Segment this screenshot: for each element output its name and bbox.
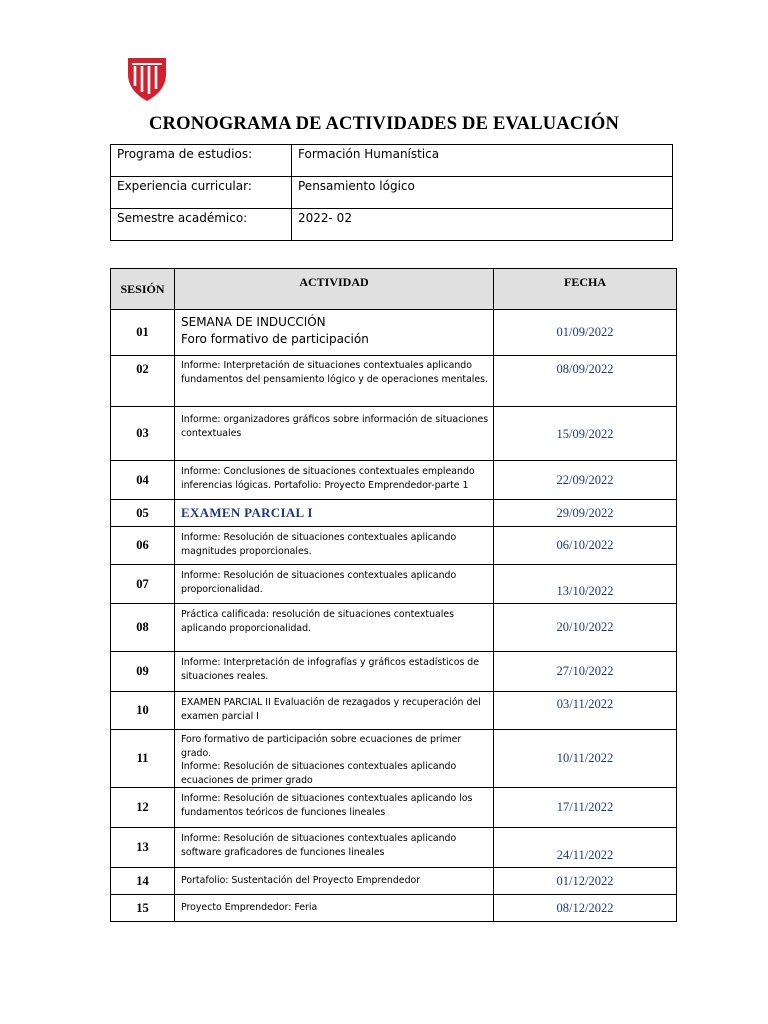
table-row [111,461,677,500]
info-value: 2022- 02 [292,209,673,241]
activity-text: Informe: Resolución de situaciones contextuales aplicando magnitudes proporcionales. [175,527,494,565]
activity-text: EXAMEN PARCIAL I [175,500,494,527]
table-row [111,788,677,828]
table-row [111,500,677,527]
date-cell: 10/11/2022 [494,730,677,788]
activity-text: Informe: Resolución de situaciones contextuales aplicando proporcionalidad. [175,565,494,604]
date-cell: 15/09/2022 [494,407,677,461]
activity-text: Informe: Resolución de situaciones contextuales aplicando software graficadores de funciones lineales [175,828,494,868]
session-number: 06 [111,527,175,565]
info-value: Pensamiento lógico [292,177,673,209]
date-cell: 29/09/2022 [494,500,677,527]
header-date: FECHA [494,269,677,310]
session-number: 01 [111,310,175,356]
table-row [111,895,677,922]
table-row [111,565,677,604]
info-label: Semestre académico: [111,209,292,241]
university-logo-icon [126,56,168,102]
activity-text: Práctica calificada: resolución de situaciones contextuales aplicando proporcionalidad. [175,604,494,652]
table-row [111,828,677,868]
activity-text: Informe: Interpretación de situaciones contextuales aplicando fundamentos del pensamiento lógico y de operaciones mentales. [175,356,494,407]
session-number: 13 [111,828,175,868]
info-row [111,145,673,177]
table-row [111,356,677,407]
date-cell: 08/09/2022 [494,356,677,407]
session-number: 12 [111,788,175,828]
activity-text: Informe: Conclusiones de situaciones contextuales empleando inferencias lógicas. Portafolio: Proyecto Emprendedor-parte 1 [175,461,494,500]
activity-text: SEMANA DE INDUCCIÓN [181,315,326,329]
session-number: 02 [111,356,175,407]
activity-cell [175,310,494,356]
session-number: 08 [111,604,175,652]
header-activity: ACTIVIDAD [175,269,494,310]
table-row [111,692,677,730]
session-number: 07 [111,565,175,604]
info-row [111,209,673,241]
header-session: SESIÓN [111,269,175,310]
session-number: 11 [111,730,175,788]
activity-text: Foro formativo de participación sobre ecuaciones de primer grado. [181,734,462,759]
info-label: Experiencia curricular: [111,177,292,209]
date-cell: 01/12/2022 [494,868,677,895]
activity-text: Foro formativo de participación [181,332,369,346]
table-row [111,868,677,895]
session-number: 14 [111,868,175,895]
date-cell: 20/10/2022 [494,604,677,652]
table-row [111,652,677,692]
info-value: Formación Humanística [292,145,673,177]
date-cell: 22/09/2022 [494,461,677,500]
info-label: Programa de estudios: [111,145,292,177]
info-row [111,177,673,209]
activity-text: Informe: Interpretación de infografías y gráficos estadísticos de situaciones reales. [175,652,494,692]
session-number: 04 [111,461,175,500]
table-row [111,527,677,565]
session-number: 03 [111,407,175,461]
table-row [111,604,677,652]
session-number: 10 [111,692,175,730]
activity-text: EXAMEN PARCIAL II Evaluación de rezagados y recuperación del examen parcial I [175,692,494,730]
table-row [111,730,677,788]
activity-cell [175,730,494,788]
schedule-table [110,268,677,922]
date-cell: 01/09/2022 [494,310,677,356]
page-title: CRONOGRAMA DE ACTIVIDADES DE EVALUACIÓN [148,114,620,134]
date-cell: 27/10/2022 [494,652,677,692]
schedule-header-row [111,269,677,310]
date-cell: 13/10/2022 [494,565,677,604]
session-number: 05 [111,500,175,527]
session-number: 15 [111,895,175,922]
activity-text: Informe: organizadores gráficos sobre información de situaciones contextuales [175,407,494,461]
activity-text: Portafolio: Sustentación del Proyecto Emprendedor [175,868,494,895]
date-cell: 17/11/2022 [494,788,677,828]
date-cell: 08/12/2022 [494,895,677,922]
date-cell: 06/10/2022 [494,527,677,565]
activity-text: Informe: Resolución de situaciones contextuales aplicando los fundamentos teóricos de funciones lineales [175,788,494,828]
date-cell: 03/11/2022 [494,692,677,730]
session-number: 09 [111,652,175,692]
date-cell: 24/11/2022 [494,828,677,868]
table-row [111,407,677,461]
activity-text: Proyecto Emprendedor: Feria [175,895,494,922]
course-info-table [110,144,673,241]
activity-text: Informe: Resolución de situaciones contextuales aplicando ecuaciones de primer grado [181,761,457,786]
table-row [111,310,677,356]
